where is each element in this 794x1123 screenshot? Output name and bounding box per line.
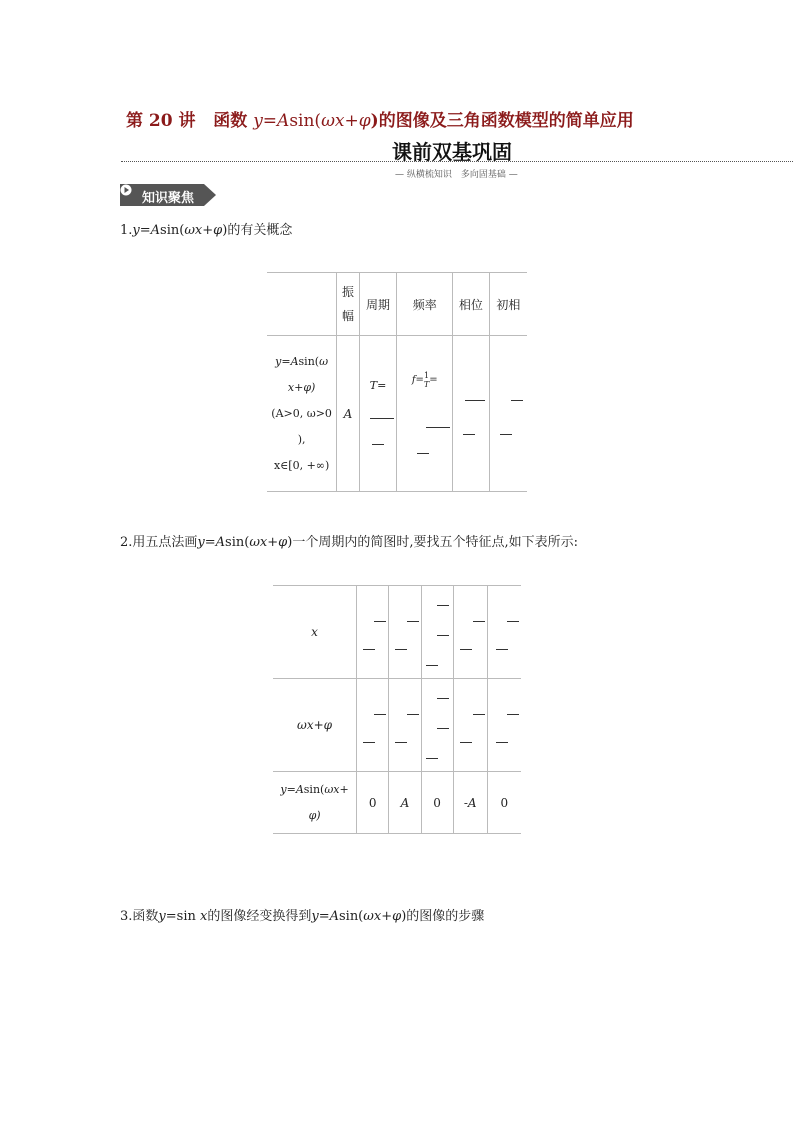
s3-arg: ωx+φ bbox=[363, 909, 402, 924]
y-label-c: ωx+ bbox=[324, 782, 349, 796]
title-sin: sin( bbox=[289, 111, 322, 131]
blank bbox=[496, 742, 508, 743]
rl-2: ω bbox=[319, 354, 329, 368]
s3-f1: y= bbox=[158, 909, 177, 924]
table1-header-initial-phase: 初相 bbox=[489, 273, 527, 336]
blank bbox=[363, 742, 375, 743]
rl-5: ), bbox=[297, 432, 306, 446]
freq-suffix: = bbox=[429, 374, 438, 385]
y-value-4: -A bbox=[453, 772, 487, 834]
lesson-title bbox=[126, 106, 634, 131]
y-value-2: A bbox=[389, 772, 421, 834]
y-label-a: y=A bbox=[280, 782, 304, 796]
s3-sin: sin bbox=[176, 909, 196, 924]
s3-sin2: sin( bbox=[338, 909, 364, 924]
table1-row-label bbox=[267, 336, 337, 492]
s1-num: 1. bbox=[120, 223, 133, 238]
s2-sin: sin( bbox=[225, 535, 250, 550]
rl-1: sin( bbox=[298, 354, 320, 368]
s2-arg: ωx+φ bbox=[249, 535, 288, 550]
blank bbox=[407, 714, 419, 715]
t2-p-cell-5 bbox=[487, 679, 521, 772]
s3-text: 3.函数 bbox=[120, 909, 159, 924]
s1-formula: y=A bbox=[132, 223, 161, 238]
title-suffix: )的图像及三角函数模型的简单应用 bbox=[370, 111, 634, 131]
period-blank-1 bbox=[370, 418, 394, 419]
table1-period-cell bbox=[359, 336, 397, 492]
blank bbox=[437, 605, 449, 606]
y-value-1: 0 bbox=[357, 772, 389, 834]
t2-x-cell-5 bbox=[487, 586, 521, 679]
freq-frac-bot: T bbox=[423, 379, 430, 389]
freq-frac-top: 1 bbox=[424, 370, 430, 380]
rl-6: x∈[0, +∞) bbox=[273, 458, 330, 472]
title-prefix: 函数 bbox=[213, 111, 248, 131]
title-formula: y=A bbox=[253, 111, 290, 131]
table1-initial-phase-cell bbox=[489, 336, 527, 492]
blank bbox=[374, 621, 386, 622]
table1-amplitude-value: A bbox=[337, 336, 360, 492]
s3-end: )的图像的步骤 bbox=[401, 909, 485, 924]
s3-f2: y=A bbox=[311, 909, 339, 924]
badge-label: 知识聚焦 bbox=[142, 191, 195, 206]
blank bbox=[407, 621, 419, 622]
phase-blank-2 bbox=[463, 434, 475, 435]
t2-p-cell-3 bbox=[421, 679, 453, 772]
table1-header-period: 周期 bbox=[359, 273, 397, 336]
table2-row-y-label bbox=[273, 772, 357, 834]
table1-header-amplitude bbox=[337, 273, 360, 336]
header-divider bbox=[121, 161, 793, 162]
blank bbox=[473, 714, 485, 715]
s3-x: x bbox=[200, 909, 208, 924]
blank bbox=[395, 742, 407, 743]
s1-arg: ωx+φ bbox=[184, 223, 223, 238]
table1-header-frequency: 频率 bbox=[397, 273, 453, 336]
blank bbox=[460, 649, 472, 650]
s1-end: )的有关概念 bbox=[222, 223, 293, 238]
blank bbox=[426, 665, 438, 666]
phase-blank-1 bbox=[465, 400, 485, 401]
t2-p-cell-1 bbox=[357, 679, 389, 772]
lesson-number: 第 20 讲 bbox=[126, 111, 196, 131]
section-subtitle: 课前双基巩固 bbox=[392, 140, 512, 164]
freq-blank-1 bbox=[426, 427, 450, 428]
section-1-heading bbox=[120, 219, 292, 238]
blank bbox=[507, 714, 519, 715]
freq-blank-2 bbox=[417, 453, 429, 454]
table1-header-phase: 相位 bbox=[453, 273, 489, 336]
blank bbox=[363, 649, 375, 650]
five-point-table bbox=[273, 585, 521, 834]
period-label: T= bbox=[369, 379, 387, 392]
t2-x-cell-3 bbox=[421, 586, 453, 679]
tagline: — 纵横梳知识 多向固基础 — bbox=[395, 170, 518, 180]
rl-4: (A>0, ω>0 bbox=[271, 406, 332, 420]
blank bbox=[437, 635, 449, 636]
blank bbox=[437, 728, 449, 729]
blank bbox=[426, 758, 438, 759]
title-arg: ωx+φ bbox=[321, 111, 371, 131]
blank bbox=[496, 649, 508, 650]
section-2-heading bbox=[120, 531, 578, 550]
t2-x-cell-1 bbox=[357, 586, 389, 679]
blank bbox=[395, 649, 407, 650]
rl-3: x+φ) bbox=[287, 380, 316, 394]
rl-0: y=A bbox=[275, 354, 299, 368]
table2-row-phase-label: ωx+φ bbox=[273, 679, 357, 772]
s3-mid: 的图像经变换得到 bbox=[207, 909, 312, 924]
table1-corner bbox=[267, 273, 337, 336]
h-amp-2: 幅 bbox=[342, 309, 355, 323]
concept-table bbox=[267, 272, 527, 492]
y-value-3: 0 bbox=[421, 772, 453, 834]
t2-p-cell-2 bbox=[389, 679, 421, 772]
s2-text: 2.用五点法画 bbox=[120, 535, 198, 550]
section-3-heading bbox=[120, 905, 484, 924]
play-circle-icon bbox=[120, 184, 132, 196]
t2-p-cell-4 bbox=[453, 679, 487, 772]
s2-formula: y=A bbox=[197, 535, 226, 550]
knowledge-badge bbox=[120, 184, 216, 206]
blank bbox=[374, 714, 386, 715]
table1-phase-cell bbox=[453, 336, 489, 492]
y-label-b: sin( bbox=[303, 782, 325, 796]
t2-x-cell-4 bbox=[453, 586, 487, 679]
blank bbox=[473, 621, 485, 622]
period-blank-2 bbox=[372, 444, 384, 445]
blank bbox=[437, 698, 449, 699]
table1-frequency-cell bbox=[397, 336, 453, 492]
y-value-5: 0 bbox=[487, 772, 521, 834]
t2-x-cell-2 bbox=[389, 586, 421, 679]
freq-prefix: f= bbox=[411, 374, 424, 385]
y-label-d: φ) bbox=[308, 808, 321, 822]
h-amp-1: 振 bbox=[342, 285, 355, 299]
blank bbox=[507, 621, 519, 622]
s2-end: )一个周期内的简图时,要找五个特征点,如下表所示: bbox=[287, 535, 578, 550]
init-blank-2 bbox=[500, 434, 512, 435]
s1-sin: sin( bbox=[160, 223, 185, 238]
init-blank-1 bbox=[511, 400, 523, 401]
blank bbox=[460, 742, 472, 743]
table2-row-x-label: x bbox=[273, 586, 357, 679]
